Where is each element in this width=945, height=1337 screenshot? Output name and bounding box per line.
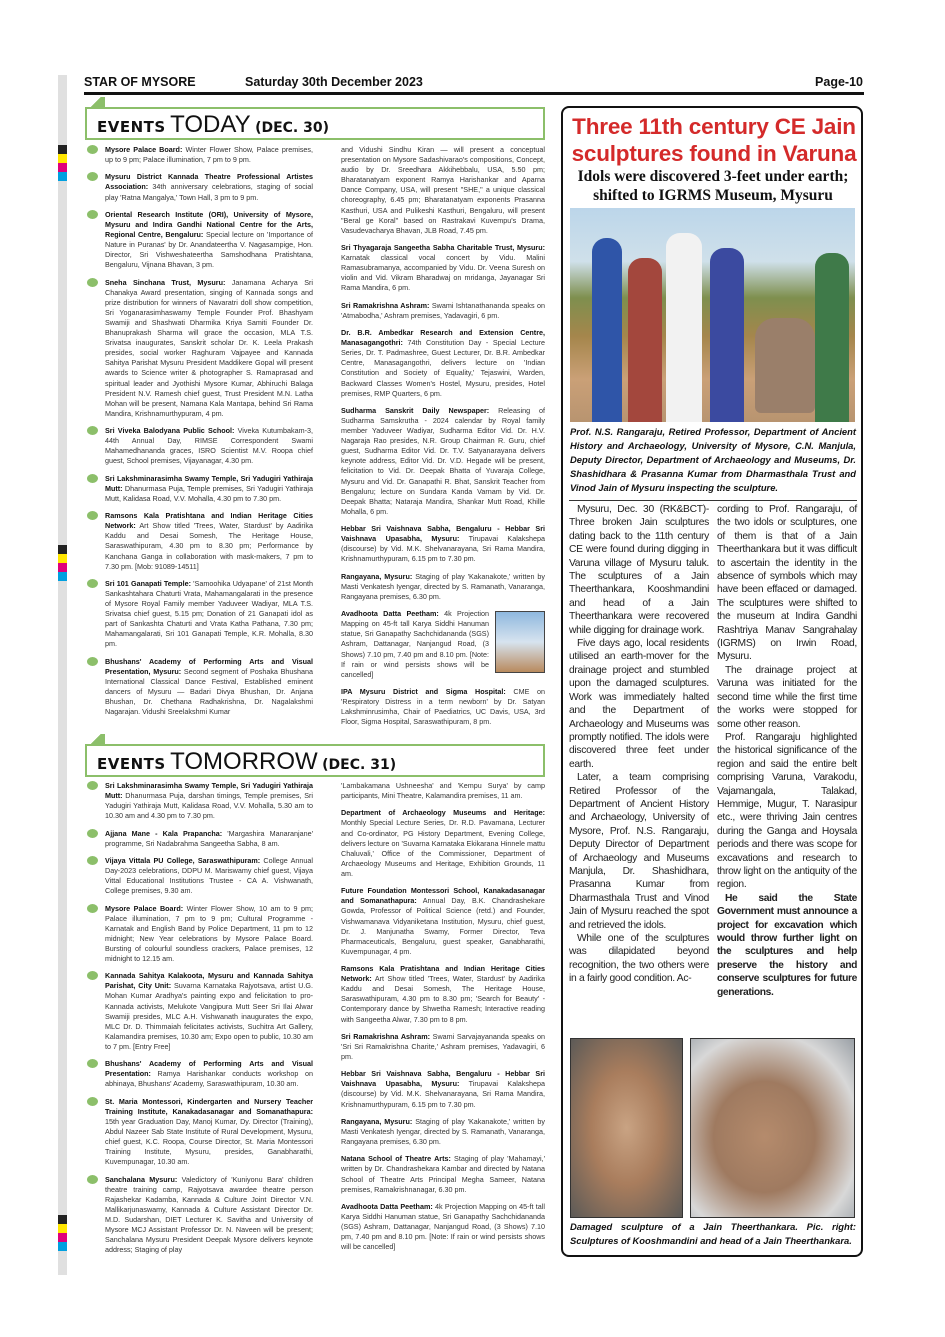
- event-organiser: Sudharma Sanskrit Daily Newspaper:: [341, 405, 490, 415]
- event-organiser: St. Maria Montessori, Kindergarten and Nursery Teacher Training Institute, Kanakadasanagar and Somanathapura:: [105, 1096, 313, 1116]
- event-item: [85, 1097, 313, 1168]
- event-item: [85, 278, 313, 419]
- event-item: [341, 145, 545, 236]
- person-figure: [628, 258, 662, 422]
- issue-date: Saturday 30th December 2023: [245, 75, 423, 89]
- flag-decoration: [85, 734, 105, 746]
- event-item: [341, 1154, 545, 1194]
- flag-decoration: [85, 97, 105, 109]
- heading-tomorrow: TOMORROW: [170, 748, 318, 775]
- event-details: 'Lambakamana Ushneesha' and 'Kempu Surya' by camp participants, Mini Theatre, Kalamandira premises, 11 am.: [341, 781, 545, 801]
- event-organiser: Sri Ramakrishna Ashram:: [341, 300, 430, 310]
- bullet-icon: [87, 172, 98, 181]
- photo-kooshmandini-sculptures: [690, 1038, 855, 1218]
- event-details: Special lecture on 'Importance of Nature in Puranas' by Dr. Anandateertha V. Nagasampige, Hon. Director, Sri Vishweshateertha Samshodhana Pratishtana, Bengaluru, Vijnana Bhavan, 3 pm.: [105, 230, 313, 270]
- event-item: [341, 572, 545, 602]
- event-details: 'Samoohika Udyapane' of 21st Month Sankashtahara Chaturti Vrata, Mahamangalarati in the presence of Mysore Royal Family member Yaduveer Wadiyar, MLA T.S. Srivatsa chief guest, 5.15 pm; Donation of 21 Ganapati idol as part of Sankashta Chaturti and Vrata Katha Pathana, 7.30 pm; Mahamangalarati, Sri 101 Ganapati Temple, K.R. Mohalla, 8.30 pm.: [105, 578, 313, 649]
- event-organiser: Kannada Sahitya Kalakoota, Mysuru and Kannada Sahitya Parishat, City Unit:: [105, 971, 313, 991]
- event-item: [85, 210, 313, 271]
- event-organiser: Sri 101 Ganapati Temple:: [105, 578, 191, 588]
- heading-date: (DEC. 30): [255, 120, 330, 136]
- event-details: Art Show titled 'Trees, Water, Stardust' by Aadirika Kaddu and Desai Somesh, The Heritage House, Saraswathipuram, 4.30 pm to 8.30 pm; Performance by Kanchana Ganga in collaboration with mask-makers, 7 pm to 7.30 pm. [Mob: 91089-14511]: [105, 521, 313, 571]
- event-organiser: Natana School of Theatre Arts:: [341, 1154, 451, 1164]
- event-item: [341, 886, 545, 957]
- event-organiser: Avadhoota Datta Peetham:: [341, 1201, 433, 1211]
- event-organiser: Rangayana, Mysuru:: [341, 1116, 413, 1126]
- person-figure: [666, 233, 702, 422]
- registration-mark-magenta: [58, 1233, 67, 1242]
- event-item: [85, 474, 313, 504]
- registration-mark-magenta: [58, 563, 67, 572]
- event-details: College Annual Day-2023 celebrations, DDPU M. Mariswamy chief guest, Vijaya Vittal Educational Institutions Trustee - CA A. Vishwanath, College premises, 9.30 am.: [105, 855, 313, 896]
- event-details: Winter Flower Show, 10 am to 9 pm; Palace illumination, 7 pm to 9 pm; Cultural Programme - Karnatak and English Band by Police Department, 11 pm to 12 midnight; New Year celebrations by Mysore Palace Board. Bursting of colourful soundless crackers, Palace premises, 12 midnight to 12.15 am.: [105, 903, 314, 963]
- photo-damaged-theerthankara: [570, 1038, 683, 1218]
- event-details: Tirupavai Kalakshepa (discourse) by Vid. M.K. Shelvanarayana, Sri Rama Mandira, Krishnamurthypuram, 6.15 pm to 7.30 pm.: [341, 534, 545, 564]
- event-details: Winter Flower Show, Palace premises, up to 9 pm; Palace illumination, 7 pm to 9 pm.: [105, 145, 313, 165]
- event-details: Second segment of Poshaka Bhushana International Classical Dance Festival, Established eminent dancers of Mysuru — Badari Divya Bhushan, Dr. Anjana Bhushan, Dr. Chethana Radhakrishna, Dr. Nagalakshmi Nagarajan. Vidushi Sreelakshmi Kumar: [105, 666, 313, 717]
- event-details: 34th anniversary celebrations, staging of social play 'Ratna Mangalya,' Town Hall, 3 pm to 9 pm.: [105, 182, 313, 202]
- article-headline: Three 11th century CE Jain sculptures found in Varuna: [571, 114, 857, 166]
- article-paragraph: Prof. Rangaraju highlighted the historical significance of the region and said the entire belt comprising Varuna, Varakodu, Vajamangala, Talakad, Hemmige, Mugur, T. Narasipur etc., were thriving Jain centres during the Ganga and Hoysala periods and there was scope for excavations and research to throw light on the antiquity of the region.: [717, 731, 857, 891]
- event-details: Art Show titled 'Trees, Water, Stardust' by Aadirika Kaddu and Desai Somesh, The Heritage House, Saraswathipuram, 4.30 pm to 8.30 pm; 'Search for Beauty' - Contemporary dance by Shwetha Ramesh; Interactive reading with Sangeetha Alwar, 7.30 pm to 8 pm.: [341, 974, 545, 1024]
- event-organiser: Dr. B.R. Ambedkar Research and Extension Centre, Manasagangothri:: [341, 328, 545, 348]
- event-organiser: Bhushans' Academy of Performing Arts and Visual Presentation:: [105, 1059, 313, 1079]
- event-item: [85, 829, 313, 849]
- heading-date: (DEC. 31): [322, 757, 397, 773]
- event-item: [85, 856, 313, 896]
- event-details: 4k Projection Mapping on 45-ft tall Karya Siddhi Hanuman statue, Sri Ganapathy Sachchidananda (SGS) Ashram, Dattanagar, Nanjangud Road, (3 Shows) 7.10 pm, 7.40 pm and 8.10 pm. [Note: If rain or wind persists shows will be cancelled]: [341, 1201, 545, 1252]
- bullet-icon: [87, 511, 98, 520]
- event-item: [341, 964, 545, 1025]
- event-item: [85, 145, 313, 165]
- bullet-icon: [87, 278, 98, 287]
- bullet-icon: [87, 971, 98, 980]
- event-item: [85, 657, 313, 718]
- event-details: Staging of play 'Kakanakote,' written by Masti Venkatesh Iyengar, directed by S. Ramanath, Vanaranga, Rangayana premises, 6.30 pm.: [341, 1116, 546, 1147]
- event-item: [341, 1117, 545, 1147]
- person-figure: [815, 253, 849, 422]
- event-item: [85, 579, 313, 650]
- event-details: Monthly Special Lecture Series, Dr. R.D. Pavamana, Lecturer and Co-ordinator, PG History Department, Evening College, delivers lecture on 'Suvarna Karnataka Ekikarana Hinnele mattu Chaluvali,' Office of the Commissioner, Department of Archaeology Museums and Heritage, Exhibition Grounds, 11 am.: [341, 818, 545, 878]
- event-details: 4k Projection Mapping on 45-ft tall Karya Siddhi Hanuman statue, Sri Ganapathy Sachchidananda (SGS) Ashram, Dattanagar, Nanjangud Road, (3 Shows) 7.10 pm, 7.40 pm and 8.10 pm. [Note: If rain or wind persists shows will be cancelled]: [341, 609, 489, 679]
- registration-mark-yellow: [58, 154, 67, 163]
- page-number: Page-10: [815, 75, 863, 89]
- event-organiser: Avadhoota Datta Peetham:: [341, 609, 439, 619]
- event-details: 15th year Graduation Day, Manoj Kumar, Dy. Director (Training), Abdul Nazeer Sab State Institute of Rural Development, Mysuru, chief guest, K.C. Roopa, Course Director, St. Maria Montessori Training Institute, Mysuru, presides, Ganabharathi, Kuvempunagar, 10.30 am.: [105, 1116, 313, 1167]
- event-details: CME on 'Respiratory Distress in a term newborn' by Dr. Satyan Lakshminrusimha, Chair of Paediatrics, UC Davis, USA, 3rd Floor, Sigma Hospital, Saraswathipuram, 8 pm.: [341, 687, 545, 727]
- bullet-icon: [87, 829, 98, 838]
- margin-strip: [58, 75, 67, 1275]
- event-organiser: Mysuru District Kannada Theatre Professional Artistes Association:: [105, 172, 313, 192]
- event-organiser: Hebbar Sri Vaishnava Sabha, Bengaluru - Hebbar Sri Vaishnava Upasabha, Mysuru:: [341, 1069, 545, 1089]
- event-item: [341, 1032, 545, 1062]
- article-paragraph: cording to Prof. Rangaraju, of the two idols or sculptures, one of them is that of a Jain Theerthankara but it was difficult to ascertain the identity in the absence of symbols which may have been effaced or damaged. The sculptures were shifted to the museum at Indira Gandhi Rashtriya Manav Sangrahalay (IGRMS) on Irwin Road, Mysuru.: [717, 504, 857, 663]
- event-details: Staging of play 'Mahamayi,' written by Dr. Chandrashekara Kambar and directed by Natana School of Theatre Arts Principal Megha Sameer, Natana premises, Ramakrishnanagar, 6.30 pm.: [341, 1154, 545, 1194]
- registration-mark-magenta: [58, 163, 67, 172]
- event-organiser: Mysore Palace Board:: [105, 145, 183, 154]
- event-organiser: Mysore Palace Board:: [105, 903, 184, 913]
- event-details: Tirupavai Kalakshepa (discourse) by Vid. M.K. Shelvanarayana, Sri Rama Mandira, Krishnamurthypuram, 6.15 pm to 7.30 pm.: [341, 1079, 545, 1109]
- tomorrow-left-column: [85, 781, 313, 1262]
- registration-mark-cyan: [58, 1242, 67, 1251]
- event-item: [341, 328, 545, 399]
- article-column-2: [717, 503, 857, 999]
- event-details: Ramya Harishankar conducts workshop on abhinaya, Bhushans' Academy, Saraswathipuram, 10.30 am.: [105, 1069, 313, 1089]
- event-item: [341, 781, 545, 801]
- event-item: [85, 172, 313, 202]
- events-today-header: [85, 107, 545, 140]
- event-item: [341, 301, 545, 321]
- event-organiser: Sri Thyagaraja Sangeetha Sabha Charitable Trust, Mysuru:: [341, 243, 545, 253]
- registration-mark-yellow: [58, 554, 67, 563]
- event-organiser: Oriental Research Institute (ORI), University of Mysore, Mysuru and Indira Gandhi National Centre for the Arts, Regional Centre, Bengaluru:: [105, 209, 313, 240]
- event-details: 74th Constitution Day - Special Lecture Series, Dr. T. Padmashree, Guest Lecturer, Dr. B.R. Ambedkar Centre, Manasagangothri, delivers lecture on 'Indian Constitution and Society of Equality,' Tejaswini, Warden, Backward Classes Women's Hostel, Mysuru, presides, Hotel premises, RMP Quarters, 6 pm.: [341, 338, 545, 398]
- bullet-icon: [87, 781, 98, 790]
- event-item: [341, 524, 545, 564]
- event-details: Karnatak classical vocal concert by Vidu. Malini Ramasubramanya, accompanied by Vidu. Dr. Veena Suresh on violin and Vid. Vikram Bharadwaj on mridanga, Jayanagar Sri Rama Mandira, 6 pm.: [341, 253, 545, 293]
- article-paragraph: The drainage project at Varuna was initiated for the second time while the first time the works were stopped for some other reason.: [717, 664, 857, 730]
- event-details: Swami Sarvajayananda speaks on 'Sri Sri Ramakrishna Charite,' Ashram premises, Yadavagiri, 6 pm.: [341, 1031, 545, 1061]
- bullet-icon: [87, 210, 98, 219]
- bullet-icon: [87, 579, 98, 588]
- article-paragraph: Later, a team comprising Retired Professor of the Department of Ancient History and Archaeology, University of Mysore, Prof. N.S. Rangaraju, Deputy Director of Department of Archaeology and Museums Manjula, Dr. Shashidhara, Prasanna Kumar from Dharmasthala Trust and Vinod Jain of Mysuru reached the spot and retrieved the idols.: [569, 772, 709, 931]
- article-paragraph: He said the State Government must announce a project for excavation which would throw further light on the sculptures and help preserve the history and conserve sculptures for future generations.: [717, 892, 857, 998]
- header-rule: [84, 92, 864, 95]
- event-item: [85, 781, 313, 821]
- bullet-icon: [87, 904, 98, 913]
- bullet-icon: [87, 145, 98, 154]
- event-organiser: Sri Viveka Balodyana Public School:: [105, 426, 235, 436]
- bullet-icon: [87, 1097, 98, 1106]
- tomorrow-right-column: [341, 781, 545, 1260]
- event-organiser: Sanchalana Mysuru:: [105, 1174, 178, 1184]
- event-organiser: Vijaya Vittala PU College, Saraswathipuram:: [105, 855, 261, 865]
- heading-today: TODAY: [170, 111, 251, 138]
- person-figure: [592, 238, 622, 422]
- article-paragraph: Mysuru, Dec. 30 (RK&BCT)- Three broken Jain sculptures dating back to the 11th century CE were found during digging in Varuna village of Mysuru taluk. The sculptures of a Jain Theerthankara, Kooshmandini and head of a Jain Theerthankara were recovered while digging for drainage work.: [569, 504, 709, 636]
- article-column-1: [569, 503, 709, 986]
- event-details: Releasing of Sudharma Samskrutha - 2024 calendar by Royal family member Yaduveer Wadiyar, Sudharma Editor Vid. Dr. H.V. Nagaraja Rao presides, N.R. Group Chairman R. Guru, chief guest, Sudharma Editor Vid. Dr. T.V. Satyanarayana delivers keynote address, Editor Vid. Dr. V.D. Hegade will be present, felicitation to Vid. Dr. Deepak Bhatta of Yuvaraja College, Mysuru and Vid. Dr. Ganapathi R. Bhat, Sanskrit Teacher from Bengaluru; lecture on Sundara Kanda Varnam by Vid. Dr. Deepak Bhatta; Nataraja Mandira, Shankar Mutt Road, Khille Mohalla, 6 pm.: [341, 405, 545, 516]
- event-item: [341, 243, 545, 293]
- registration-mark-black: [58, 145, 67, 154]
- event-item: [85, 971, 313, 1052]
- bullet-icon: [87, 657, 98, 666]
- event-organiser: Future Foundation Montessori School, Kanakadasanagar and Somanathapura:: [341, 886, 545, 906]
- event-details: and Vidushi Sindhu Kiran — will present a conceptual presentation on Mysore Sadashivarao's compositions, Concept, audio by Dr. Sreedhara Akkihebbalu, USA, 5.50 pm; Bharatanatyam exponent Ramya Harishankar and Aparna Dance Company, USA, will present "SHE," a unique classical choreography, 6.45 pm; Bharatanatyam exponents Prasanna Kasthuri, USA and Pulikeshi Kasthuri, Bengaluru, will present "Beral ge Koral" based on Rastrakavi Kuvempu's Drama, Vasudevacharya Bhavan, JLB Road, 7.45 pm.: [341, 145, 545, 235]
- event-organiser: Department of Archaeology Museums and Heritage:: [341, 808, 545, 818]
- event-details: Janamana Acharya Sri Chanakya Award presentation, singing of Kannada songs and prize distribution for winners of Navaratri doll show competition, Sri Yoganarasimhaswamy Temple Founder Prof. Bhashyam Swamiji and Shashwati Dharmika Kriya Samiti Founder Dr. Bhanuprakash Sharma will grace the occasion, MLA T.S. Srivatsa inaugurates, Sanskrit scholar Dr. K. Leela Prakash presides, social worker Raghuram Vajpayee and Kannada Sahitya Parishat Mysuru President Maddikere Gopal will present awards to Science writer & photographer S. Ramaprasad and spiritual leader and Jyothishi Mysore Kumar, Abhiruchi Balaga President N.V. Ramesh chief guest, Trust President M.N. Latha Mohan will be present, Namana Kala Mantapa, behind Sri Rama Mandira, Krishnamurthypuram, 4 pm.: [105, 277, 313, 418]
- bullet-icon: [87, 426, 98, 435]
- article-photo-team: [570, 208, 855, 422]
- heading-events: EVENTS: [97, 118, 166, 136]
- event-organiser: Ramsons Kala Pratishtana and Indian Heritage Cities Network:: [341, 964, 545, 984]
- event-organiser: Sneha Sinchana Trust, Mysuru:: [105, 277, 226, 287]
- event-details: Dhanurmasa Puja, Temple premises, Sri Yadugiri Yathiraja Mutt, Kalidasa Road, V.V. Mohalla, 4.30 pm to 7.30 pm.: [105, 483, 313, 503]
- event-organiser: Ajjana Mane - Kala Prapancha:: [105, 828, 223, 838]
- event-item: [341, 609, 545, 680]
- event-item: [85, 904, 313, 965]
- paper-name: STAR OF MYSORE: [84, 75, 196, 89]
- event-item: [85, 1059, 313, 1089]
- bullet-icon: [87, 856, 98, 865]
- event-item: [341, 808, 545, 879]
- today-right-column: [341, 145, 545, 735]
- registration-mark-cyan: [58, 172, 67, 181]
- event-organiser: Ramsons Kala Pratishtana and Indian Heritage Cities Network:: [105, 511, 313, 531]
- event-details: Staging of play 'Kakanakote,' written by Masti Venkatesh Iyengar, directed by S. Ramanath, Vanaranga, Rangayana premises, 6.30 pm.: [341, 571, 546, 601]
- bullet-icon: [87, 474, 98, 483]
- event-organiser: IPA Mysuru District and Sigma Hospital:: [341, 687, 506, 696]
- event-item: [341, 406, 545, 517]
- registration-mark-cyan: [58, 572, 67, 581]
- event-organiser: Sri Lakshminarasimha Swamy Temple, Sri Yadugiri Yathiraja Mutt:: [105, 473, 313, 493]
- article-subhead: Idols were discovered 3-feet under earth; shifted to IGRMS Museum, Mysuru: [577, 168, 849, 204]
- divider: [569, 500, 857, 501]
- event-details: Suvarna Karnataka Rajyotsava, artist U.G. Mohan Kumar Aradhya's painting expo and felicitation to pro-Kannada activists, Melukote Vangipura Mutt Seer Sri Ilai Alwar Swamiji presides, MLC A.H. Vishwanath inaugurates the expo, MLC Dr. D. Thimmaiah felicitates activists, Suchitra Art Gallery, Kalamandira premises, 10.30 am; Expo open to public, 10.30 am to 7 pm. [Entry Free]: [105, 981, 313, 1051]
- event-details: Viveka Kutumbakam-3, 44th Annual Day, RIMSE Correspondent Swami Mahamedhananda graces, ISRO Scientist M.V. Roopa chief guest, School premises, Vijayanagar, 4.30 pm.: [105, 426, 314, 466]
- bullet-icon: [87, 1059, 98, 1068]
- heading-events: EVENTS: [97, 755, 166, 773]
- registration-mark-black: [58, 545, 67, 554]
- hanuman-statue-image: [495, 611, 545, 673]
- article-paragraph: While one of the sculptures was dilapidated beyond recognition, the two others were in a fairly good condition. Ac-: [569, 933, 709, 985]
- sculpture: [755, 318, 815, 413]
- event-organiser: Hebbar Sri Vaishnava Sabha, Bengaluru - Hebbar Sri Vaishnava Upasabha, Mysuru:: [341, 524, 545, 544]
- event-organiser: Bhushans' Academy of Performing Arts and Visual Presentation, Mysuru:: [105, 656, 313, 676]
- event-item: [341, 687, 545, 727]
- registration-mark-yellow: [58, 1224, 67, 1233]
- registration-mark-black: [58, 1215, 67, 1224]
- events-tomorrow-header: [85, 744, 545, 777]
- event-organiser: Sri Ramakrishna Ashram:: [341, 1031, 430, 1041]
- event-details: Annual Day, B.K. Chandrashekare Gowda, Professor of Political Science (retd.) and Founder, Vishwamanava Vidyaniketana Institution, Mysuru, chief guest, Dr. J. Manjunatha Swamy, Former Director, Teva Pharmaceuticals, Bengaluru, guest speaker, Ganabharathi, Kuvempunagar, 4 pm.: [341, 896, 545, 956]
- article-paragraph: Five days ago, local residents utilised an earth-mover for the drainage project and stumbled upon the damaged sculptures. Work was immediately halted and the Department of Archaeology and Museums was promptly notified. The idols were discovered three feet under earth.: [569, 638, 709, 770]
- person-figure: [710, 248, 744, 422]
- event-item: [85, 426, 313, 466]
- event-details: 'Margashira Manaranjane' programme, Sri Nadabrahma Sangeetha Sabha, 8 am.: [105, 828, 313, 848]
- event-details: Valedictory of 'Kuniyonu Bara' children theatre training camp, Rajyotsava awardee theatre person Rajashekar Kadamba, Kannada & Culture Joint Director V.N. Mallikarjunaswamy, Kannada & Culture Assistant Director Dr. M.D. Sudarshan, DIET Lecturer K. Savitha and University of Mysore MCJ Assistant Professor Dr. N. Naveen will be present; Sanchalana Mysuru President Deepak Mysore delivers keynote address; Staging of play: [105, 1174, 313, 1255]
- photo-caption: Prof. N.S. Rangaraju, Retired Professor, Department of Ancient History and Archaeology, University of Mysore, C.N. Manjula, Deputy Director, Department of Archaeology and Museums, Dr. Shashidhara & Prasanna Kumar from Dharmasthala Trust and Vinod Jain of Mysuru inspecting the sculpture.: [570, 426, 856, 493]
- event-item: [341, 1202, 545, 1252]
- today-left-column: [85, 145, 313, 724]
- event-details: Swami Ishtanathananda speaks on 'Atmabodha,' Ashram premises, Yadavagiri, 6 pm.: [341, 300, 545, 320]
- event-organiser: Rangayana, Mysuru:: [341, 571, 413, 581]
- event-item: [85, 511, 313, 572]
- event-item: [85, 1175, 313, 1256]
- event-item: [341, 1069, 545, 1109]
- bullet-icon: [87, 1175, 98, 1184]
- event-details: Dhanurmasa Puja, darshan timings, Temple premises, Sri Yadugiri Yathiraja Mutt, Kalidasa Road, V.V. Mohalla, 5.30 am to 10.30 am and 4.30 pm to 7.30 pm.: [105, 791, 313, 821]
- event-organiser: Sri Lakshminarasimha Swamy Temple, Sri Yadugiri Yathiraja Mutt:: [105, 781, 313, 801]
- bottom-caption: Damaged sculpture of a Jain Theerthankara. Pic. right: Sculptures of Kooshmandini and head of a Jain Theerthankara.: [570, 1221, 856, 1246]
